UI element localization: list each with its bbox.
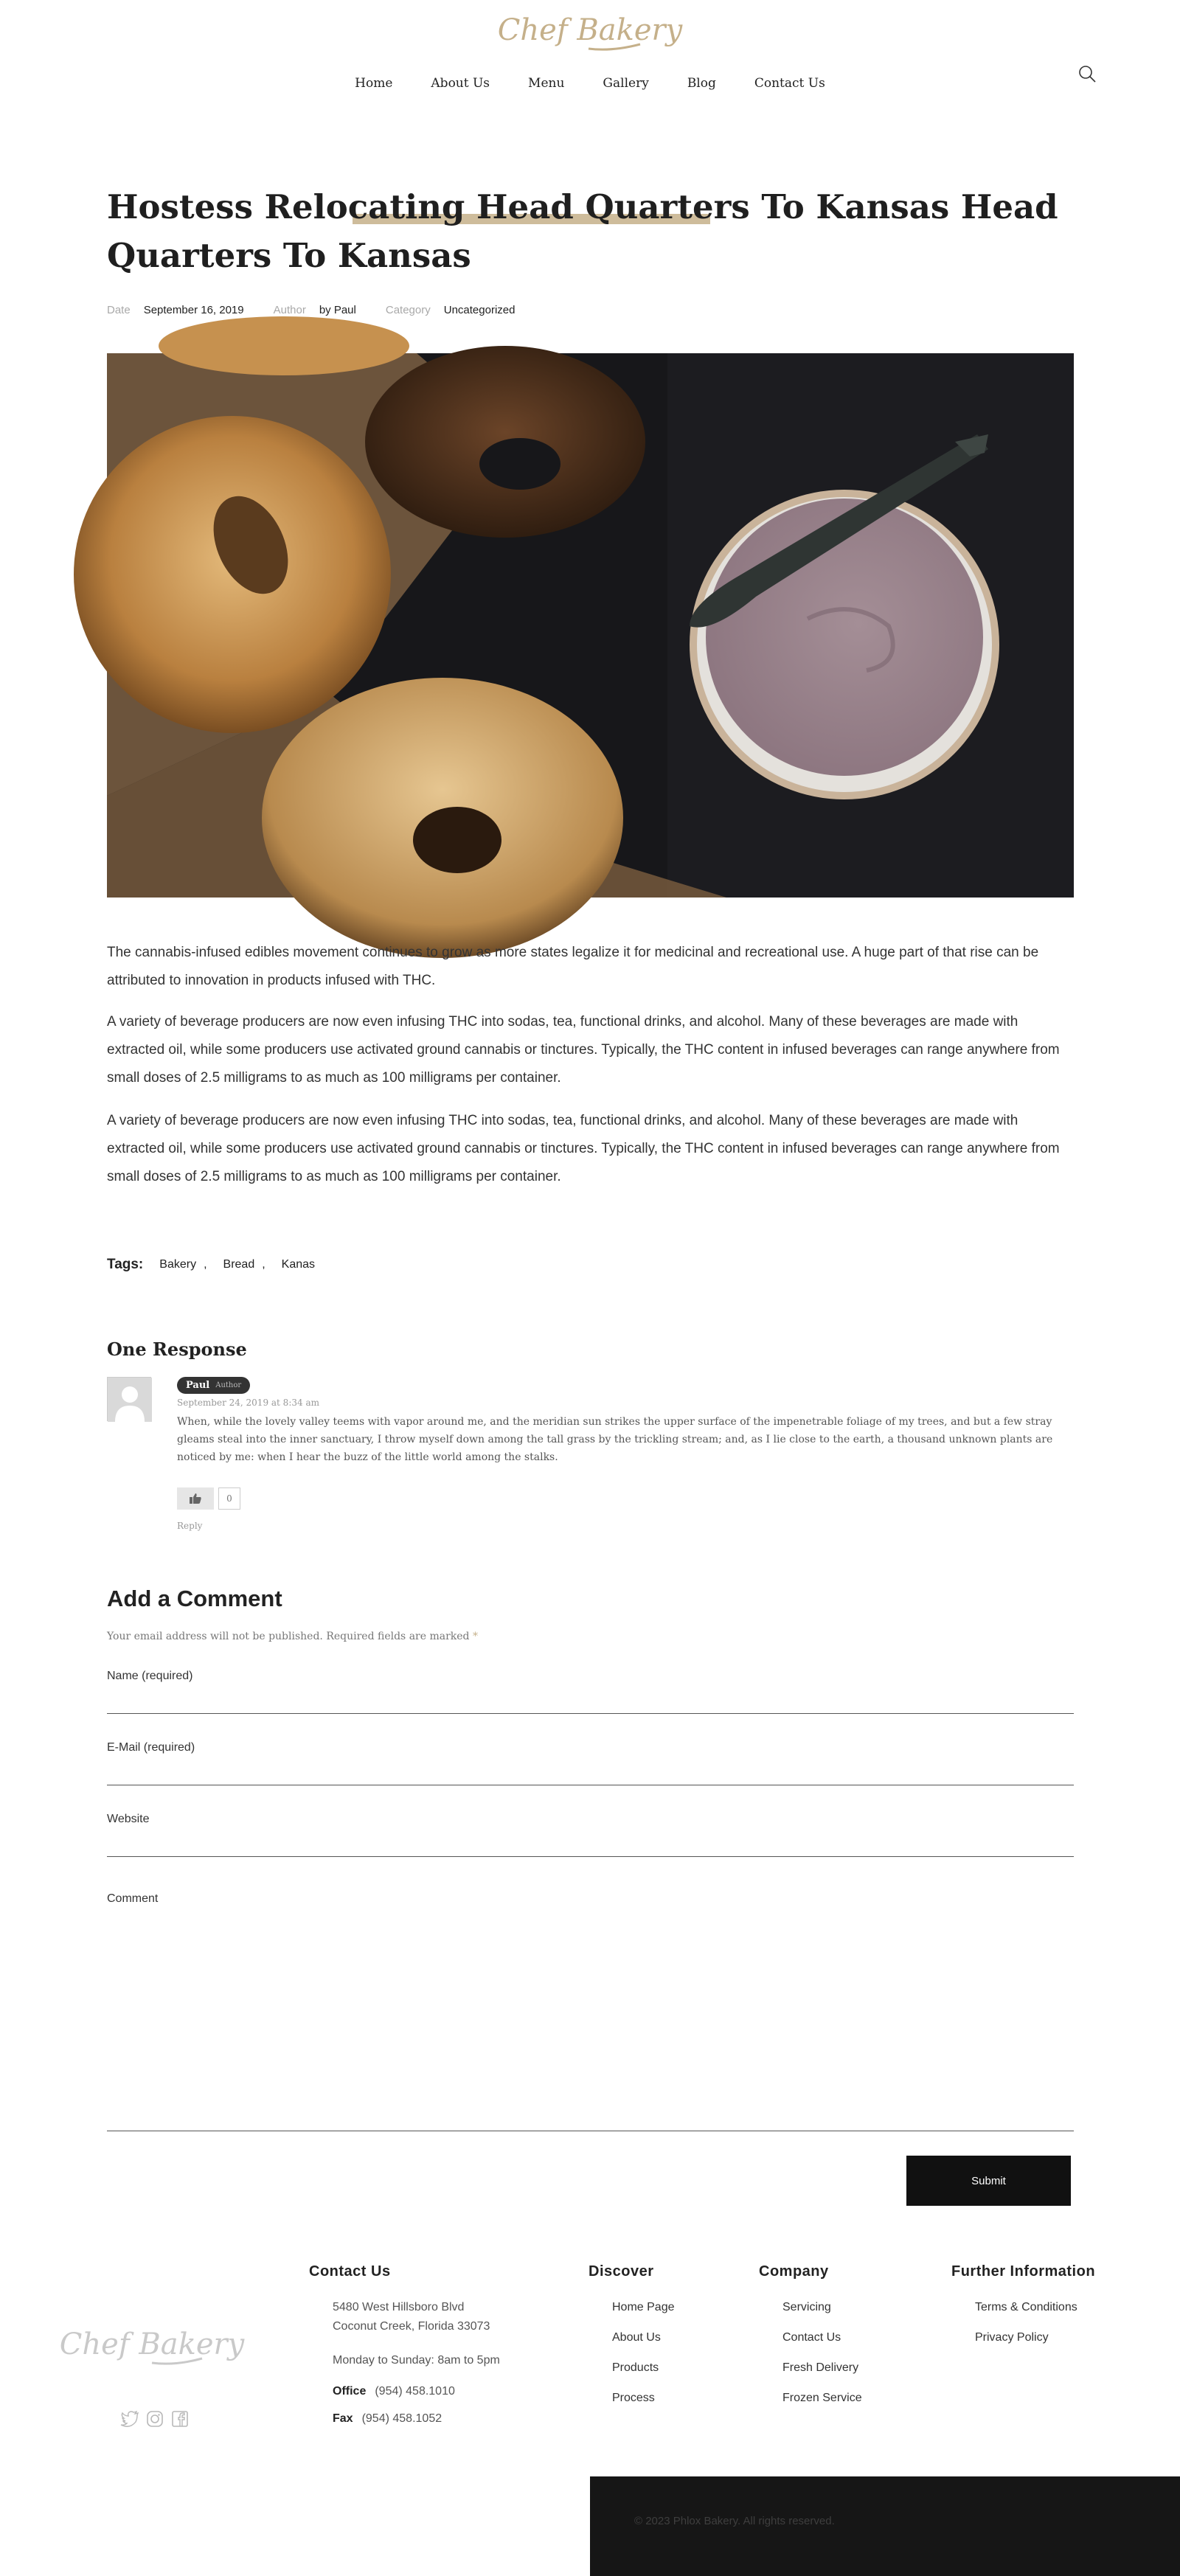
post-category[interactable]: Uncategorized <box>443 304 516 316</box>
comment-field[interactable] <box>107 1916 1074 2131</box>
main-nav <box>0 76 1180 91</box>
footer-link-frozen-service[interactable]: Frozen Service <box>782 2392 862 2404</box>
tags-label: Tags: <box>107 1257 144 1272</box>
instagram-icon <box>146 2410 164 2428</box>
like-count: 0 <box>218 1487 240 1510</box>
fax-number: (954) 458.1052 <box>361 2412 442 2425</box>
search-button[interactable] <box>1075 62 1100 87</box>
comment-author-badge <box>177 1377 250 1394</box>
twitter-link[interactable] <box>120 2409 139 2429</box>
office-phone[interactable]: (954) 458.1010 <box>375 2385 455 2398</box>
post-author[interactable]: by Paul <box>319 304 356 316</box>
tag-bakery[interactable]: Bakery <box>159 1258 197 1271</box>
twitter-icon <box>121 2411 139 2427</box>
footer-heading-discover: Discover <box>589 2263 654 2280</box>
responses-title: One Response <box>107 1339 247 1360</box>
footer-link-home-page[interactable]: Home Page <box>612 2301 675 2313</box>
avatar <box>107 1377 151 1421</box>
search-icon <box>1075 62 1100 87</box>
footer-link-products[interactable]: Products <box>612 2361 659 2374</box>
reply-link[interactable]: Reply <box>177 1521 203 1531</box>
nav-blog[interactable]: Blog <box>687 76 716 91</box>
user-avatar-icon <box>108 1378 152 1422</box>
site-logo[interactable] <box>497 6 683 58</box>
name-label: Name (required) <box>107 1670 193 1682</box>
post-tags <box>107 1257 315 1273</box>
thumbs-up-icon <box>189 1493 202 1504</box>
tag-bread[interactable]: Bread <box>223 1258 255 1271</box>
submit-button[interactable]: Submit <box>906 2156 1071 2206</box>
footer-link-terms[interactable]: Terms & Conditions <box>975 2301 1077 2313</box>
footer-logo-text: Chef Bakery <box>59 2327 245 2361</box>
footer-address-line-2: Coconut Creek, Florida 33073 <box>333 2320 490 2333</box>
required-mark: * <box>472 1631 478 1642</box>
social-links <box>120 2409 190 2429</box>
nav-about-us[interactable]: About Us <box>431 76 490 91</box>
footer-heading-company: Company <box>759 2263 829 2280</box>
date-label: Date <box>107 304 131 316</box>
tag-separator: , <box>204 1258 207 1271</box>
tag-kanas[interactable]: Kanas <box>281 1258 316 1271</box>
footer-address-line-1: 5480 West Hillsboro Blvd <box>333 2301 465 2313</box>
fax-label: Fax <box>333 2412 353 2425</box>
footer-link-privacy[interactable]: Privacy Policy <box>975 2331 1049 2344</box>
post-hero-image <box>107 353 1074 898</box>
instagram-link[interactable] <box>145 2409 164 2429</box>
footer-logo[interactable] <box>59 2322 245 2373</box>
facebook-link[interactable] <box>170 2409 190 2429</box>
post-meta <box>107 304 544 316</box>
nav-gallery[interactable]: Gallery <box>603 76 649 91</box>
logo-text: Chef Bakery <box>497 13 683 47</box>
logo-mark <box>497 6 683 58</box>
comment-label: Comment <box>107 1892 159 1905</box>
footer-link-servicing[interactable]: Servicing <box>782 2301 831 2313</box>
post-title: Hostess Relocating Head Quarters To Kansas Head Quarters To Kansas <box>107 187 1058 275</box>
footer-link-fresh-delivery[interactable]: Fresh Delivery <box>782 2361 859 2374</box>
footer-link-contact-us[interactable]: Contact Us <box>782 2331 841 2344</box>
footer-logo-mark <box>59 2322 245 2373</box>
add-comment-title: Add a Comment <box>107 1586 282 1611</box>
footer-heading-contact: Contact Us <box>309 2263 391 2280</box>
post-paragraph-2: A variety of beverage producers are now even infusing THC into sodas, tea, functional drinks, and alcohol. Many of these beverages are made with extracted oil, while some producers use activated ground cannabis or tinctures. Typically, the THC content in infused beverages can range anywhere from small doses of 2.5 milligrams to as much as 100 milligrams per container. <box>107 1014 1060 1086</box>
nav-home[interactable]: Home <box>355 76 393 91</box>
post-date: September 16, 2019 <box>143 304 244 316</box>
tag-separator: , <box>262 1258 266 1271</box>
comment-author-role: Author <box>215 1381 242 1389</box>
name-field[interactable] <box>107 1689 1074 1714</box>
footer-hours: Monday to Sunday: 8am to 5pm <box>333 2354 500 2367</box>
post-paragraph-1: The cannabis-infused edibles movement continues to grow as more states legalize it for medicinal and recreational use. A huge part of that rise can be attributed to innovation in products infused with THC. <box>107 945 1039 988</box>
author-label: Author <box>273 304 306 316</box>
nav-contact-us[interactable]: Contact Us <box>754 76 825 91</box>
post-paragraph-3: A variety of beverage producers are now even infusing THC into sodas, tea, functional drinks, and alcohol. Many of these beverages are made with extracted oil, while some producers use activated ground cannabis or tinctures. Typically, the THC content in infused beverages can range anywhere from small doses of 2.5 milligrams to as much as 100 milligrams per container. <box>107 1113 1060 1184</box>
form-note-text: Your email address will not be published. Required fields are marked <box>107 1631 470 1642</box>
like-button[interactable] <box>177 1487 214 1510</box>
category-label: Category <box>385 304 431 316</box>
comment-date: September 24, 2019 at 8:34 am <box>177 1398 319 1408</box>
nav-menu[interactable]: Menu <box>528 76 565 91</box>
office-label: Office <box>333 2385 367 2398</box>
website-label: Website <box>107 1813 150 1825</box>
footer-office <box>333 2385 455 2398</box>
facebook-icon <box>171 2410 189 2428</box>
website-field[interactable] <box>107 1832 1074 1857</box>
form-note <box>107 1631 478 1642</box>
footer-fax <box>333 2412 442 2426</box>
comment-text: When, while the lovely valley teems with vapor around me, and the meridian sun strikes the upper surface of the impenetrable foliage of my trees, and but a few stray gleams steal into the inner sanctuary, I throw myself down among the tall grass by the trickling stream; and, as I lie close to the earth, a thousand unknown plants are noticed by me: when I hear the buzz of the little world among the stalks. <box>177 1416 1053 1463</box>
footer-link-about-us[interactable]: About Us <box>612 2331 661 2344</box>
email-label: E-Mail (required) <box>107 1741 195 1754</box>
footer-link-process[interactable]: Process <box>612 2392 655 2404</box>
footer-heading-further-info: Further Information <box>951 2263 1096 2280</box>
copyright-text: © 2023 Phlox Bakery. All rights reserved. <box>634 2515 835 2527</box>
comment-author-name[interactable]: Paul <box>186 1380 210 1391</box>
email-field[interactable] <box>107 1760 1074 1785</box>
